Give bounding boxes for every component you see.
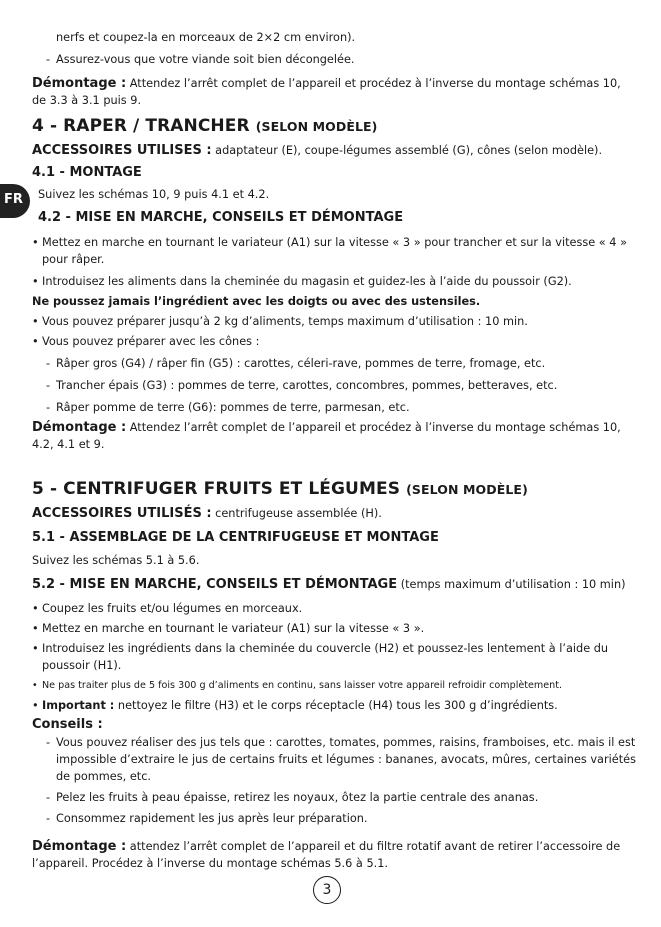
- section41-body: [38, 186, 637, 203]
- demontage-label: Démontage :: [32, 76, 127, 91]
- section41: [32, 164, 637, 182]
- section52: [32, 576, 637, 594]
- section51: [32, 529, 637, 569]
- important-label: Important :: [42, 699, 115, 712]
- list-item: - Consommez rapidement les jus après leur préparation.: [32, 810, 637, 827]
- list-item: • Mettez en marche en tournant le variateur (A1) sur la vitesse « 3 » pour trancher et sur la vitesse « 4 » pour râper.: [32, 234, 637, 268]
- language-tab-label: FR: [4, 192, 23, 207]
- list-item: • Mettez en marche en tournant le variateur (A1) sur la vitesse « 3 ».: [32, 620, 637, 637]
- section52-note: (temps maximum d’utilisation : 10 min): [400, 578, 626, 591]
- accessories-text: adaptateur (E), coupe-légumes assemblé (G), cônes (selon modèle).: [215, 144, 603, 157]
- section5-title: [32, 478, 637, 501]
- language-tab: [0, 184, 30, 218]
- conseils-title: Conseils :: [32, 717, 103, 732]
- section4-demontage: [32, 419, 637, 453]
- section52-title: 5.2 - MISE EN MARCHE, CONSEILS ET DÉMONTAGE: [32, 577, 398, 592]
- section52-body: [32, 600, 637, 827]
- list-item: • Vous pouvez préparer jusqu’à 2 kg d’aliments, temps maximum d’utilisation : 10 min.: [32, 313, 637, 330]
- intro-line1: nerfs et coupez-la en morceaux de 2×2 cm environ).: [56, 31, 356, 44]
- section41-text: Suivez les schémas 10, 9 puis 4.1 et 4.2.: [38, 188, 270, 201]
- section42-body: [32, 234, 637, 416]
- section5-title-note: (SELON MODÈLE): [406, 482, 528, 497]
- accessories-label: ACCESSOIRES UTILISÉS :: [32, 506, 212, 521]
- list-item: • Ne pas traiter plus de 5 fois 300 g d’aliments en continu, sans laisser votre appareil refroidir complètement.: [32, 677, 637, 694]
- section5-title-text: 5 - CENTRIFUGER FRUITS ET LÉGUMES: [32, 479, 401, 499]
- section41-title: 4.1 - MONTAGE: [32, 165, 142, 180]
- section51-text: Suivez les schémas 5.1 à 5.6.: [32, 554, 200, 567]
- list-item: - Trancher épais (G3) : pommes de terre, carottes, concombres, pommes, betteraves, etc.: [32, 377, 637, 394]
- list-item: - Râper pomme de terre (G6): pommes de terre, parmesan, etc.: [32, 399, 637, 416]
- list-item: - Vous pouvez réaliser des jus tels que : carottes, tomates, pommes, raisins, framboises, etc. mais il est impossible d’extraire le jus de certains fruits et légumes : bananes, avocats, mûres, certaines variétés de pommes, etc.: [32, 734, 637, 785]
- accessories-label: ACCESSOIRES UTILISES :: [32, 143, 212, 158]
- list-item: • Introduisez les aliments dans la cheminée du magasin et guidez-les à l’aide du poussoir (G2).: [32, 273, 637, 290]
- demontage-text: Attendez l’arrêt complet de l’appareil et procédez à l’inverse du montage schémas 10, 4.2, 4.1 et 9.: [32, 421, 621, 451]
- list-item: • Vous pouvez préparer avec les cônes :: [32, 333, 637, 350]
- intro-line2: - Assurez-vous que votre viande soit bien décongelée.: [32, 51, 637, 68]
- section42-title: 4.2 - MISE EN MARCHE, CONSEILS ET DÉMONTAGE: [38, 210, 404, 225]
- intro-demontage: [32, 75, 637, 109]
- intro-block-2: [32, 51, 637, 68]
- demontage-text: Attendez l’arrêt complet de l’appareil et procédez à l’inverse du montage schémas 10, de 3.3 à 3.1 puis 9.: [32, 77, 621, 107]
- section4-title-note: (SELON MODÈLE): [255, 119, 378, 134]
- section5-accessories: [32, 505, 637, 522]
- list-item: - Râper gros (G4) / râper fin (G5) : carottes, céleri-rave, pommes de terre, fromage, etc.: [32, 355, 637, 372]
- accessories-text: centrifugeuse assemblée (H).: [215, 507, 382, 520]
- section42: [38, 209, 637, 227]
- section4-title-text: 4 - RAPER / TRANCHER: [32, 116, 250, 136]
- section4-title: [32, 115, 637, 138]
- demontage-label: Démontage :: [32, 839, 127, 854]
- intro-block: [32, 29, 637, 46]
- page-number: 3: [313, 876, 341, 904]
- demontage-label: Démontage :: [32, 420, 127, 435]
- important-text: nettoyez le filtre (H3) et le corps réceptacle (H4) tous les 300 g d’ingrédients.: [117, 699, 558, 712]
- section5-demontage: [32, 838, 637, 872]
- demontage-text: attendez l’arrêt complet de l’appareil et du filtre rotatif avant de retirer l’accessoire de l’appareil. Procédez à l’inverse du montage schémas 5.6 à 5.1.: [32, 840, 621, 870]
- list-item: • Introduisez les ingrédients dans la cheminée du couvercle (H2) et poussez-les lentement à l’aide du poussoir (H1).: [32, 640, 637, 674]
- warning-text: Ne poussez jamais l’ingrédient avec les doigts ou avec des ustensiles.: [32, 295, 481, 308]
- list-item: - Pelez les fruits à peau épaisse, retirez les noyaux, ôtez la partie centrale des ananas.: [32, 789, 637, 806]
- list-item: • Coupez les fruits et/ou légumes en morceaux.: [32, 600, 637, 617]
- section4-accessories: [32, 142, 637, 159]
- section51-title: 5.1 - ASSEMBLAGE DE LA CENTRIFUGEUSE ET MONTAGE: [32, 530, 439, 545]
